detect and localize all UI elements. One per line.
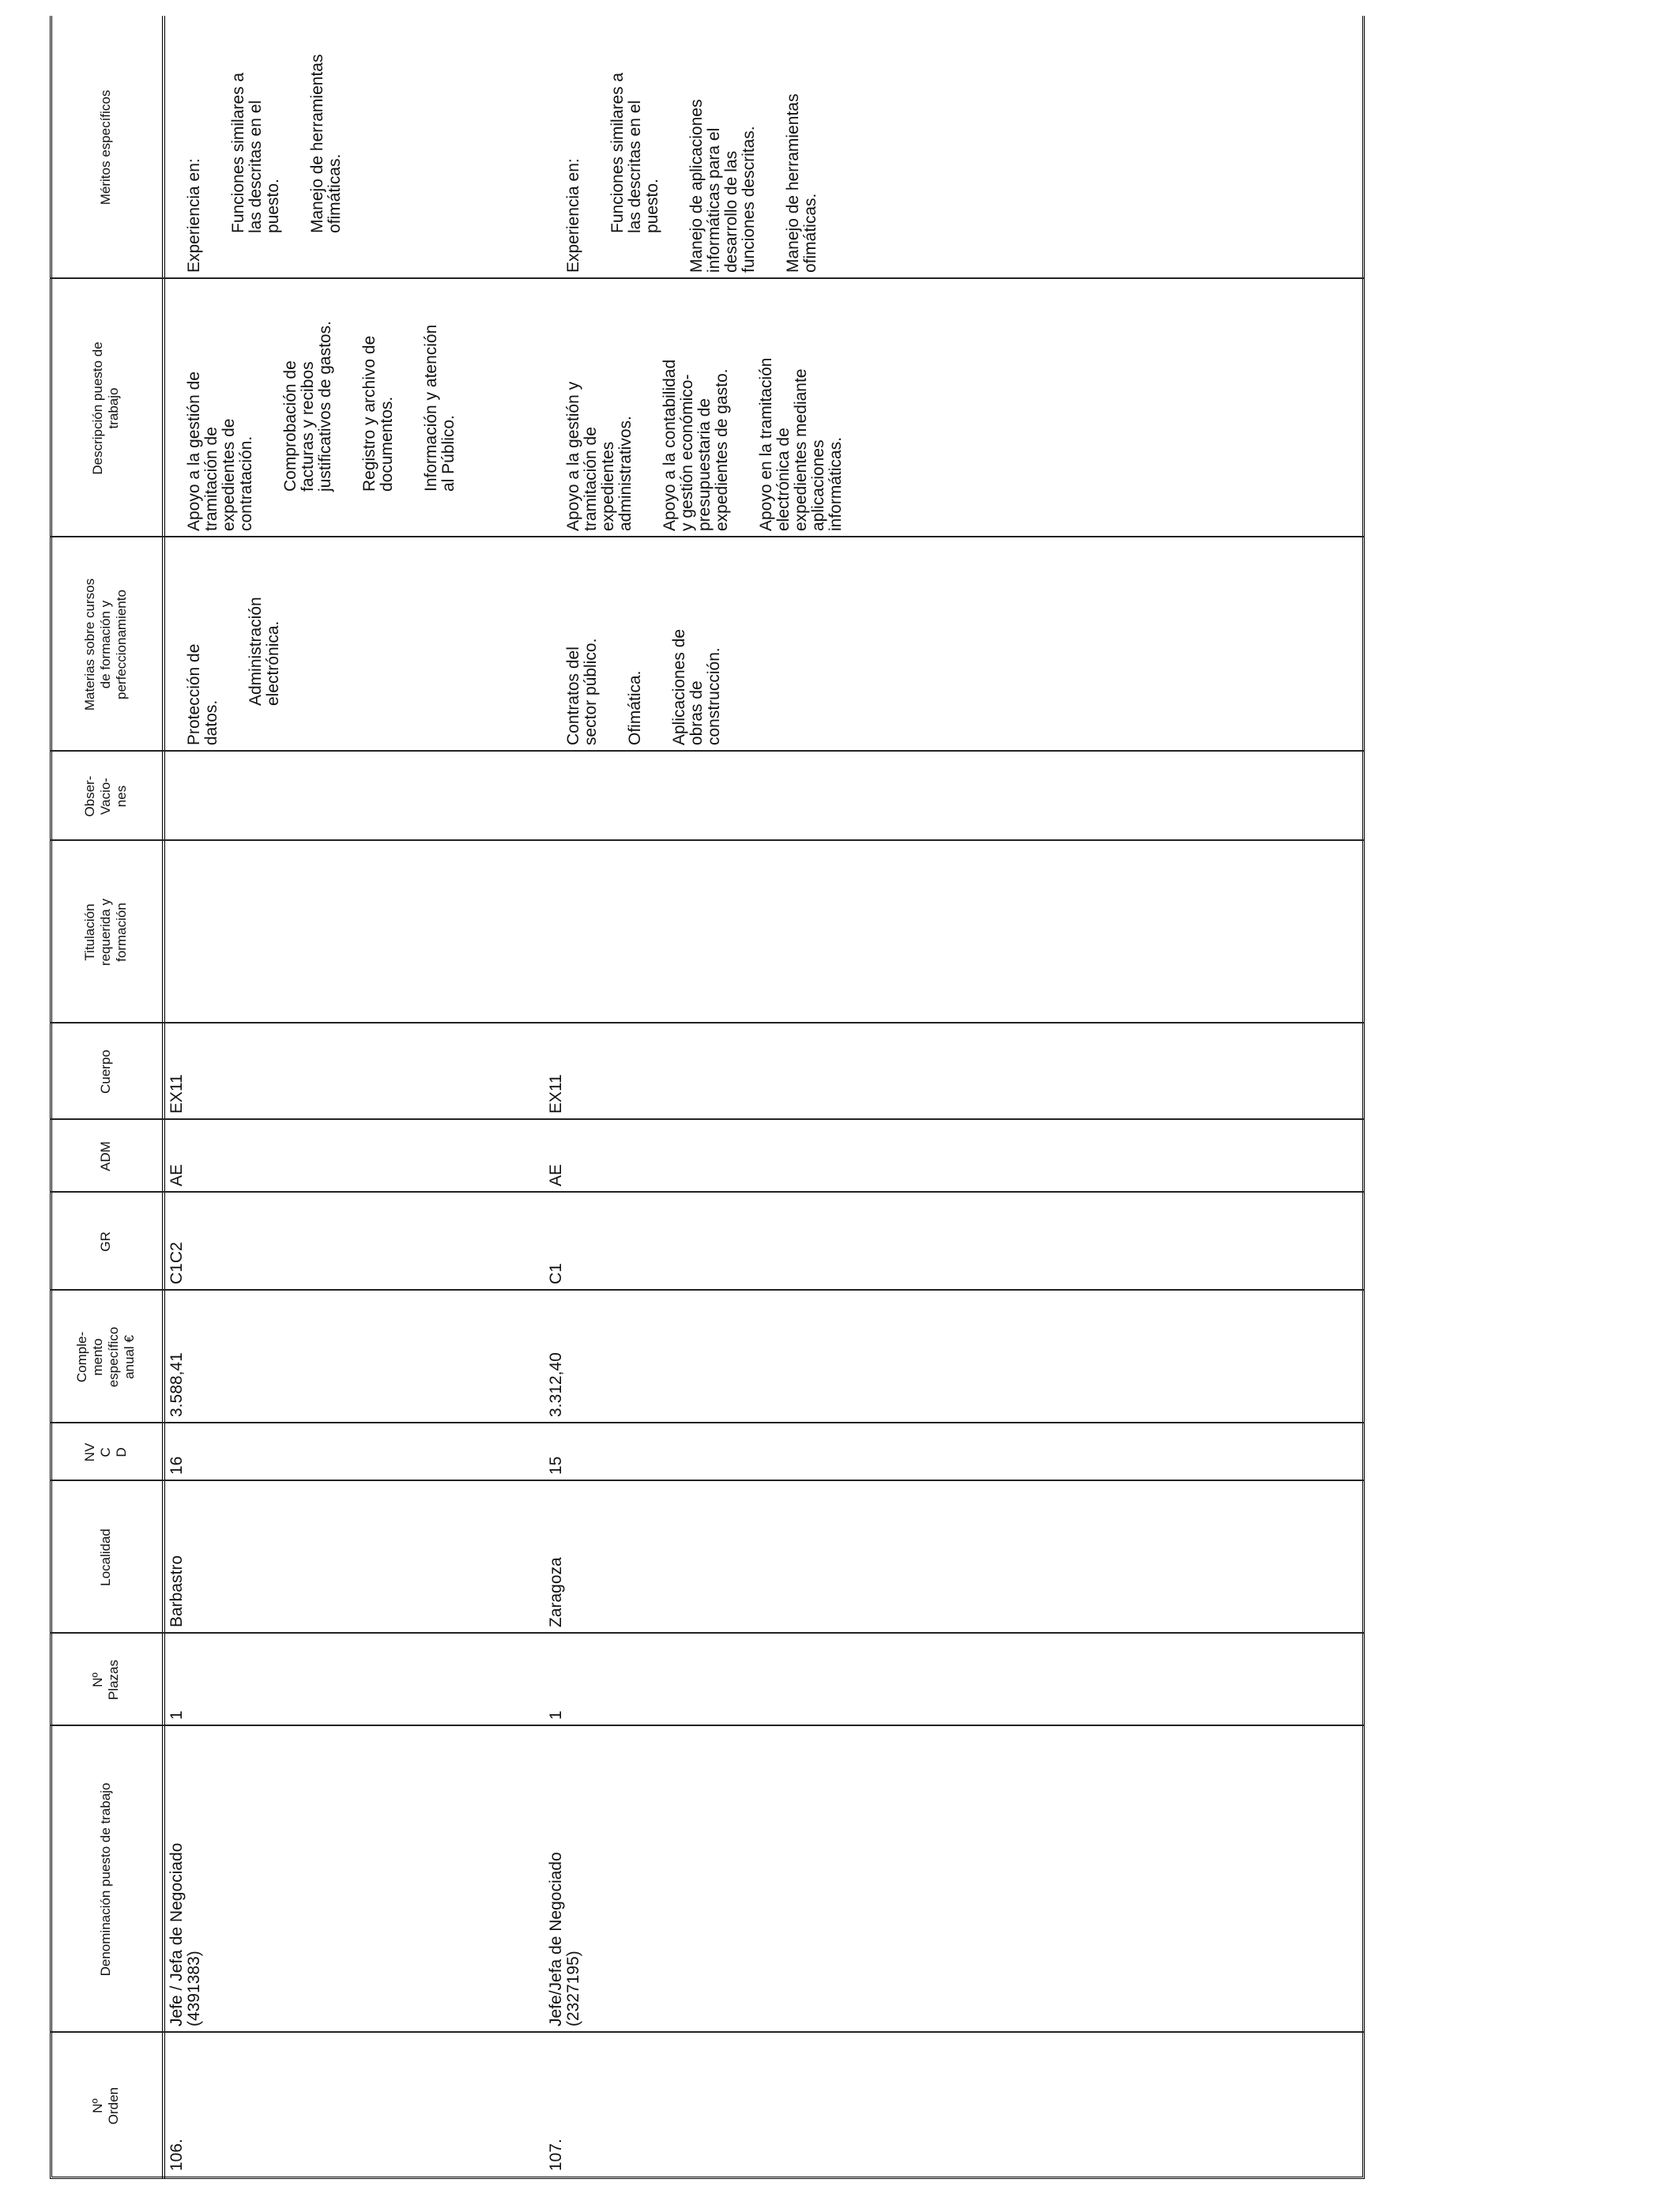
row107-descripcion-item: Apoyo en la tramitación electrónica de expedientes mediante aplicaciones informáticas.	[757, 357, 845, 531]
header-observaciones: Obser- Vacio- nes	[82, 775, 129, 817]
row106-meritos-item: Funciones similares a las descritas en el puesto.	[229, 72, 282, 233]
row107-meritos-item: Manejo de aplicaciones informáticas para el desarrollo de las funciones descritas.	[687, 99, 758, 273]
header-titulacion: Titulación requerida y formación	[82, 898, 129, 967]
header-plazas: Nº Plazas	[90, 1659, 121, 1701]
row106-cuerpo: EX11	[168, 1074, 186, 1114]
row107-localidad: Zaragoza	[547, 1557, 565, 1627]
header-descripcion: Descripción puesto de trabajo	[90, 341, 121, 475]
row106-materias-item: Administración electrónica.	[247, 597, 282, 706]
row107-materias-item: Aplicaciones de obras de construcción.	[670, 628, 723, 745]
row106-materias-item: Protección de datos.	[185, 643, 220, 745]
col-divider	[50, 1632, 1365, 1634]
row107-plazas: 1	[547, 1710, 565, 1720]
header-adm: ADM	[98, 1141, 113, 1171]
col-divider	[50, 1118, 1365, 1120]
row106-descripcion	[168, 279, 484, 537]
header-cuerpo: Cuerpo	[98, 1050, 113, 1094]
row106-descripcion-item: Comprobación de facturas y recibos justificativos de gastos.	[281, 321, 334, 492]
row107-descripcion	[548, 279, 872, 537]
row106-orden: 106.	[168, 2139, 186, 2171]
row107-materias-item: Ofimática.	[626, 670, 644, 745]
row107-materias-item: Contratos del sector público.	[564, 638, 600, 745]
row106-descripcion-item: Registro y archivo de documentos.	[360, 335, 396, 492]
row107-gr: C1	[547, 1263, 565, 1284]
row106-denominacion: Jefe / Jefa de Negociado (4391383)	[168, 1842, 203, 2026]
row106-descripcion-item: Información y atención al Público.	[422, 324, 458, 492]
col-divider	[50, 1191, 1365, 1193]
row106-meritos	[168, 16, 371, 279]
row107-meritos-item: Manejo de herramientas ofimáticas.	[784, 93, 819, 273]
row106-complemento: 3.588,41	[168, 1352, 186, 1417]
row107-descripcion-item: Apoyo a la gestión y tramitación de expedientes administrativos.	[564, 381, 635, 531]
row107-cuerpo: EX11	[547, 1074, 565, 1114]
header-meritos: Méritos específicos	[98, 89, 113, 205]
col-divider	[50, 1022, 1365, 1023]
header-nvcd: NV C D	[82, 1442, 129, 1462]
col-divider	[50, 839, 1365, 841]
row107-denominacion: Jefe/Jefa de Negociado (2327195)	[547, 1852, 582, 2026]
row107-meritos	[548, 16, 846, 279]
row107-materias	[548, 537, 750, 752]
row106-meritos-item: Manejo de herramientas ofimáticas.	[308, 54, 344, 233]
row107-nvcd: 15	[547, 1456, 565, 1475]
row106-localidad: Barbastro	[168, 1555, 186, 1627]
row106-adm: AE	[168, 1163, 186, 1186]
row106-gr: C1C2	[168, 1242, 186, 1284]
header-orden: Nº Orden	[90, 2087, 121, 2125]
header-complemento: Comple- mento específico anual €	[74, 1326, 137, 1388]
header-denominacion: Denominación puesto de trabajo	[98, 1782, 113, 1977]
job-positions-table	[50, 16, 1365, 2179]
col-divider	[50, 1422, 1365, 1423]
row107-adm: AE	[547, 1163, 565, 1186]
row106-meritos-item: Experiencia en:	[185, 158, 203, 273]
header-materias: Materias sobre cursos de formación y perfeccionamiento	[82, 578, 129, 711]
row107-orden: 107.	[547, 2139, 565, 2171]
header-separator	[162, 16, 165, 2179]
row106-descripcion-item: Apoyo a la gestión de tramitación de expedientes de contratación.	[185, 371, 255, 531]
col-divider	[50, 1725, 1365, 1726]
row106-materias	[168, 537, 309, 752]
col-divider	[50, 2031, 1365, 2033]
col-divider	[50, 1289, 1365, 1291]
row107-meritos-item: Funciones similares a las descritas en el puesto.	[608, 72, 661, 233]
header-localidad: Localidad	[98, 1529, 113, 1586]
row107-complemento: 3.312,40	[547, 1352, 565, 1417]
col-divider	[50, 1480, 1365, 1481]
row106-plazas: 1	[168, 1710, 186, 1720]
row107-meritos-item: Experiencia en:	[564, 158, 582, 273]
header-gr: GR	[98, 1231, 113, 1252]
row107-descripcion-item: Apoyo a la contabilidad y gestión económico- presupuestaria de expedientes de gasto.	[661, 359, 731, 531]
row106-nvcd: 16	[168, 1456, 186, 1475]
